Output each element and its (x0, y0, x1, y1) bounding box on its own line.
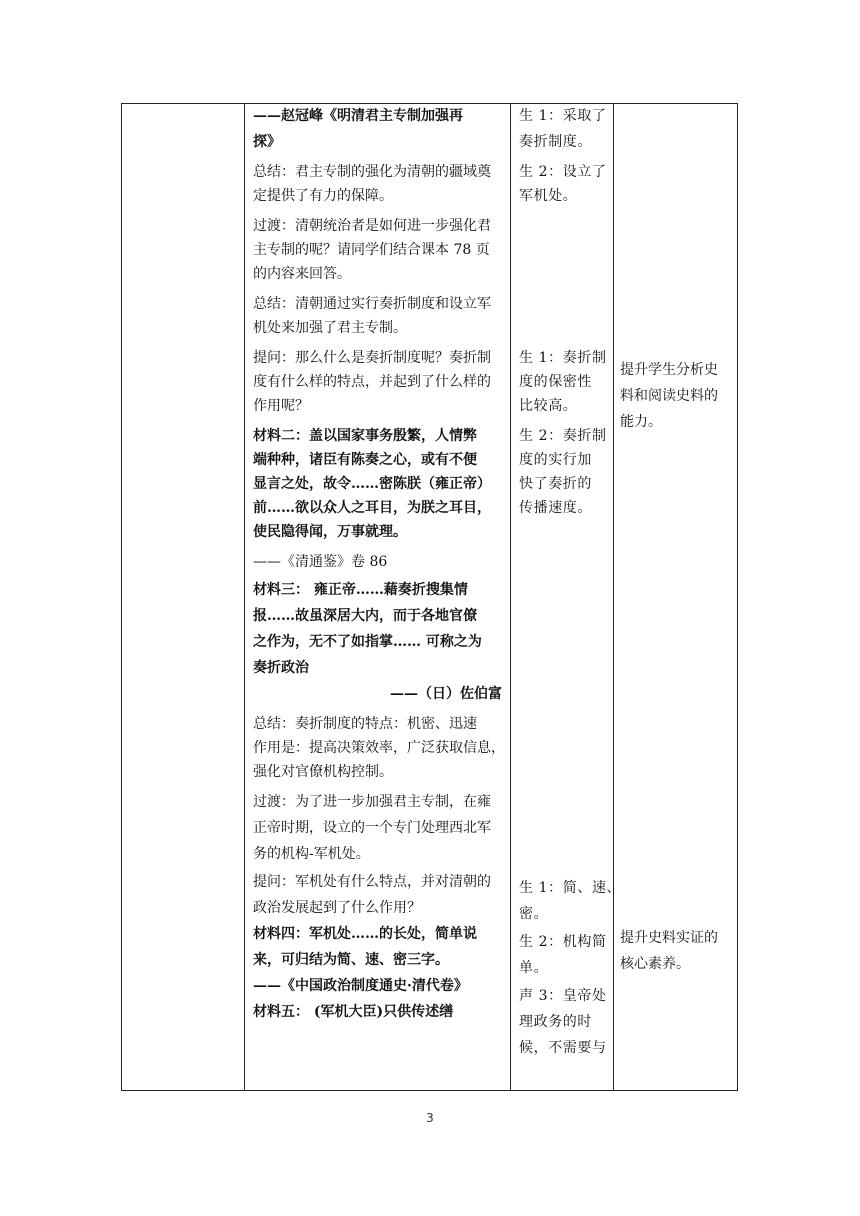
activity-line: 奏折政治 (253, 660, 309, 676)
activity-line: 材料三： 雍正帝……藉奏折搜集情 (253, 582, 468, 598)
activity-line: 总结：清朝通过实行奏折制度和设立军 (253, 296, 491, 312)
student-line: 密。 (519, 906, 549, 922)
student-line: 军机处。 (519, 188, 578, 204)
student-line: 生 2：奏折制 (519, 428, 607, 444)
activity-line: 政治发展起到了什么作用？ (253, 900, 421, 916)
student-line: 快了奏折的 (519, 476, 592, 492)
goal-line: 核心素养。 (620, 956, 690, 972)
activity-line: 强化对官僚机构控制。 (253, 764, 393, 780)
activity-line: 总结：君主专制的强化为清朝的疆域奠 (253, 164, 491, 180)
activity-line: 前……欲以众人之耳目，为朕之耳目， (253, 500, 491, 516)
student-line: 比较高。 (519, 398, 578, 414)
activity-line: 报……故虽深居大内，而于各地官僚 (253, 608, 477, 624)
activity-line: 探》 (253, 134, 281, 150)
student-line: 候，不需要与 (519, 1040, 607, 1056)
student-line: 理政务的时 (519, 1014, 592, 1030)
goal-line: 料和阅读史料的 (620, 388, 718, 404)
activity-line: 主专制的呢？请同学们结合课本 78 页 (253, 242, 490, 258)
activity-line: 材料五： (军机大臣)只供传述缮 (253, 1004, 454, 1020)
activity-line: 作用呢？ (253, 398, 309, 414)
activity-line: 之作为，无不了如指掌…… 可称之为 (253, 634, 482, 650)
activity-line: 材料二：盖以国家事务殷繁，人情弊 (253, 428, 477, 444)
column-divider (244, 104, 245, 1090)
student-line: 生 1：采取了 (519, 108, 607, 124)
lesson-plan-table (121, 103, 738, 1091)
activity-line: 提问：那么什么是奏折制度呢？奏折制 (253, 350, 491, 366)
student-line: 声 3：皇帝处 (519, 988, 607, 1004)
page-number: 3 (426, 1111, 434, 1125)
activity-line: 定提供了有力的保障。 (253, 188, 393, 204)
activity-line: 的内容来回答。 (253, 266, 351, 282)
student-line: 生 1：简、速、 (519, 880, 622, 896)
activity-line: 机处来加强了君主专制。 (253, 320, 407, 336)
activity-line: ——《清通鉴》卷 86 (253, 554, 388, 570)
activity-line: ——赵冠峰《明清君主专制加强再 (253, 108, 463, 124)
student-line: 生 2：机构简 (519, 934, 607, 950)
activity-line: 使民隐得闻，万事就理。 (253, 524, 407, 540)
activity-line: 过渡：为了进一步加强君主专制，在雍 (253, 794, 491, 810)
activity-line: 端种种，诸臣有陈奏之心，或有不便 (253, 452, 477, 468)
activity-line: 作用是：提高决策效率，广泛获取信息， (253, 740, 505, 756)
student-line: 度的实行加 (519, 452, 592, 468)
student-line: 奏折制度。 (519, 134, 592, 150)
activity-line: 度有什么样的特点，并起到了什么样的 (253, 374, 491, 390)
activity-line: 正帝时期，设立的一个专门处理西北军 (253, 820, 491, 836)
goal-line: 能力。 (620, 414, 662, 430)
activity-line: ——《中国政治制度通史·清代卷》 (253, 978, 468, 994)
activity-line: 过渡：清朝统治者是如何进一步强化君 (253, 218, 491, 234)
activity-line: 务的机构-军机处。 (253, 846, 370, 862)
student-line: 度的保密性 (519, 374, 592, 390)
student-line: 单。 (519, 960, 549, 976)
activity-line: 来，可归结为简、速、密三字。 (253, 952, 449, 968)
activity-line: 材料四：军机处……的长处，简单说 (253, 926, 477, 942)
column-divider (510, 104, 511, 1090)
activity-line: 显言之处，故令……密陈朕（雍正帝） (253, 476, 491, 492)
student-line: 传播速度。 (519, 500, 592, 516)
student-line: 生 2：设立了 (519, 164, 607, 180)
student-line: 生 1：奏折制 (519, 350, 607, 366)
activity-line: 提问：军机处有什么特点，并对清朝的 (253, 874, 491, 890)
goal-line: 提升学生分析史 (620, 362, 718, 378)
activity-line: ——（日）佐伯富 (390, 686, 502, 702)
activity-line: 总结：奏折制度的特点：机密、迅速 (253, 716, 477, 732)
column-divider (613, 104, 614, 1090)
goal-line: 提升史料实证的 (620, 930, 718, 946)
